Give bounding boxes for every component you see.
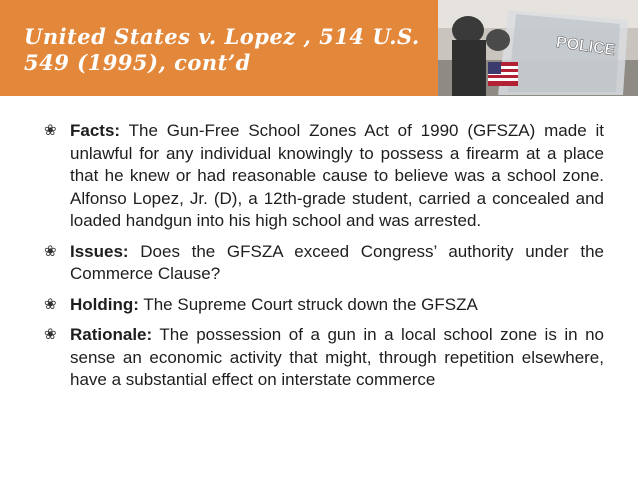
police-photo [438,0,638,96]
bullet-issues [44,241,604,286]
bullet-flower-icon: ❀ [44,295,57,313]
police-label: POLICE [554,34,617,60]
bullet-rationale [44,324,604,392]
us-flag-icon [488,62,518,86]
title-band [0,0,438,96]
bullet-list [44,120,604,400]
bullet-text: Does the GFSZA exceed Congress’ authority under the Commerce Clause? [70,241,604,283]
bullet-facts [44,120,604,233]
bullet-label: Rationale: [70,325,153,344]
bullet-flower-icon: ❀ [44,122,57,139]
bullet-flower-icon: ❀ [44,242,57,260]
bullet-text: The Supreme Court struck down the GFSZA [143,294,478,314]
bullet-flower-icon: ❀ [44,326,57,343]
bullet-label: Holding: [70,294,139,314]
slide-header [0,0,638,96]
bullet-text: The possession of a gun in a local school zone is in no sense an economic activity that might, through repetition elsewhere, have a substantial effect on interstate commerce [70,325,604,389]
bullet-label: Facts: [70,121,121,140]
police-photo-image [438,0,638,96]
slide-title: United States v. Lopez , 514 U.S. 549 (1995), cont’d [24,24,420,75]
bullet-label: Issues: [70,241,129,261]
bullet-text: The Gun-Free School Zones Act of 1990 (GFSZA) made it unlawful for any individual knowingly to possess a firearm at a place that he knew or had reasonable cause to believe was a school zone. Alfonso Lopez, Jr. (D), a 12th-grade student, carried a concealed and loaded handgun into his high school and was arrested. [70,121,604,230]
bullet-holding [44,294,604,317]
